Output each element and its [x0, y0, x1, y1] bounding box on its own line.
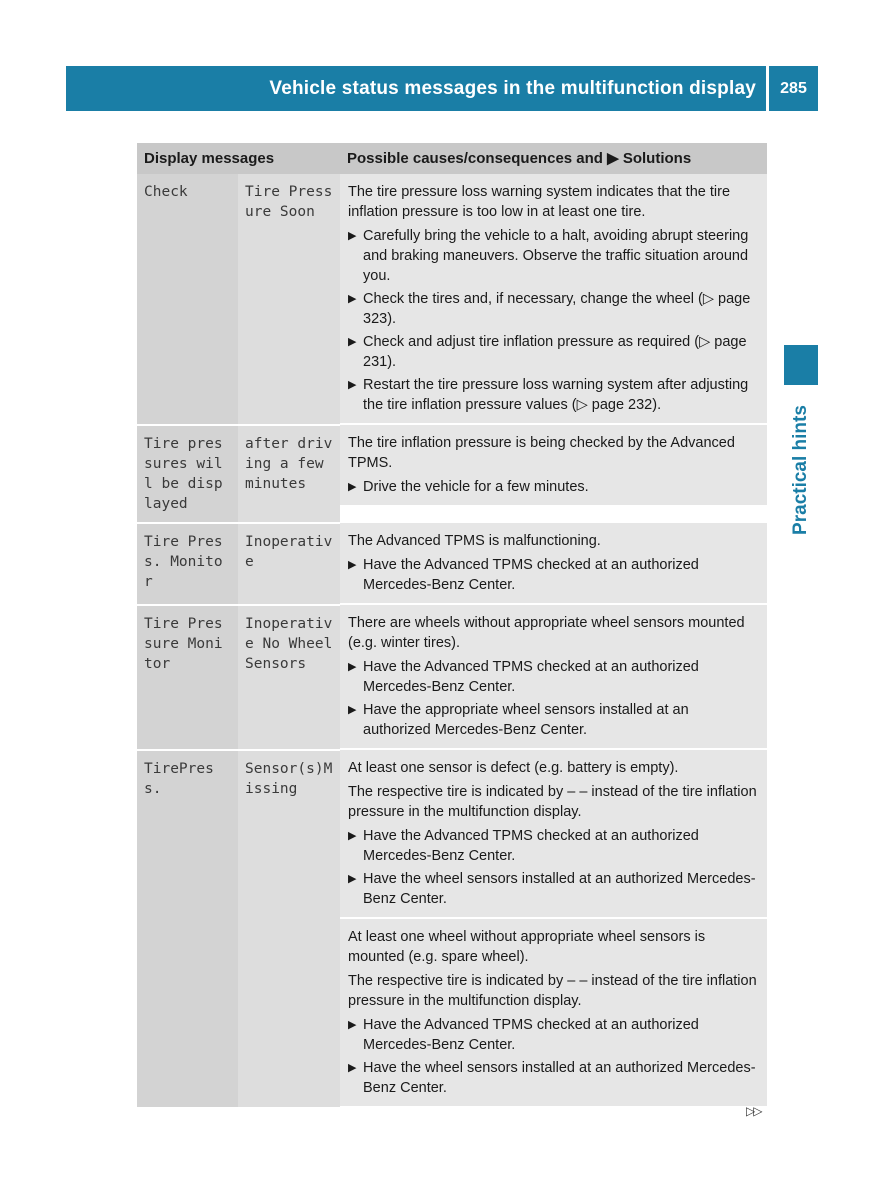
page-title: Vehicle status messages in the multifunction display: [269, 77, 756, 99]
causes-solutions-cell: [340, 750, 767, 1108]
cause-text: At least one sensor is defect (e.g. battery is empty).: [348, 760, 679, 776]
cause-text: The tire pressure loss warning system indicates that the tire inflation pressure is too low in at least one tire.: [348, 184, 731, 220]
solution-item: [348, 477, 760, 497]
triangle-right-icon: ▶: [348, 1062, 357, 1074]
solution-item: [348, 332, 760, 372]
triangle-right-icon: ▶: [348, 336, 357, 348]
triangle-right-icon: ▶: [348, 230, 357, 242]
solution-item: [348, 226, 760, 286]
table-row: [137, 750, 767, 1108]
causes-solutions-cell: [340, 605, 767, 750]
cause-text: At least one wheel without appropriate wheel sensors is mounted (e.g. spare wheel).: [348, 929, 706, 965]
triangle-right-icon: ▶: [348, 830, 357, 842]
consequence-text: The respective tire is indicated by – – instead of the tire inflation pressure in the multifunction display.: [348, 784, 757, 820]
table-header-row: [137, 143, 767, 174]
cause-segment: [340, 425, 767, 507]
solution-text: Check and adjust tire inflation pressure as required (▷ page 231).: [363, 334, 747, 370]
triangle-right-icon: ▶: [348, 379, 357, 391]
cause-segment: [340, 917, 767, 1108]
causes-solutions-cell: [340, 523, 767, 605]
solution-item: [348, 826, 760, 866]
cause-text: The tire inflation pressure is being checked by the Advanced TPMS.: [348, 435, 735, 471]
solution-item: [348, 700, 760, 740]
page-header: [66, 66, 766, 111]
triangle-right-icon: ▶: [348, 1019, 357, 1031]
continue-icon: ▷▷: [746, 1104, 761, 1118]
solution-text: Restart the tire pressure loss warning system after adjusting the tire inflation pressure values (▷ page 232).: [363, 377, 749, 413]
display-message-part1: Check: [137, 174, 238, 425]
page-number: 285: [769, 66, 818, 111]
cause-text: There are wheels without appropriate wheel sensors mounted (e.g. winter tires).: [348, 615, 745, 651]
causes-solutions-cell: [340, 174, 767, 425]
consequence-text: The respective tire is indicated by – – instead of the tire inflation pressure in the multifunction display.: [348, 973, 757, 1009]
cause-segment: [340, 750, 767, 917]
triangle-right-icon: ▶: [348, 481, 357, 493]
solution-text: Have the Advanced TPMS checked at an authorized Mercedes-Benz Center.: [363, 1017, 699, 1053]
solution-item: [348, 1058, 760, 1098]
cause-segment: [340, 523, 767, 605]
header-causes-solutions: Possible causes/consequences and ▶ Solutions: [340, 143, 767, 174]
table-row: [137, 605, 767, 750]
triangle-right-icon: ▶: [348, 293, 357, 305]
causes-solutions-cell: [340, 425, 767, 523]
table-row: [137, 523, 767, 605]
table-row: [137, 425, 767, 523]
display-message-part1: Tire Press. Monitor: [137, 523, 238, 605]
display-message-part2: Inoperative No Wheel Sensors: [238, 605, 340, 750]
solution-text: Have the Advanced TPMS checked at an authorized Mercedes-Benz Center.: [363, 557, 699, 593]
section-tab-label: Practical hints: [790, 405, 811, 535]
section-tab-marker: [784, 345, 818, 385]
triangle-right-icon: ▶: [348, 704, 357, 716]
solution-item: [348, 289, 760, 329]
triangle-right-icon: ▶: [348, 661, 357, 673]
display-message-part1: TirePress.: [137, 750, 238, 1108]
display-message-part2: Inoperative: [238, 523, 340, 605]
display-message-part1: Tire Pressure Monitor: [137, 605, 238, 750]
solution-item: [348, 555, 760, 595]
cause-segment: [340, 174, 767, 425]
solution-item: [348, 869, 760, 909]
solution-item: [348, 1015, 760, 1055]
display-message-part1: Tire pressures will be displayed: [137, 425, 238, 523]
solution-text: Have the Advanced TPMS checked at an authorized Mercedes-Benz Center.: [363, 659, 699, 695]
display-message-part2: after driving a few minutes: [238, 425, 340, 523]
solution-text: Check the tires and, if necessary, change the wheel (▷ page 323).: [363, 291, 751, 327]
solution-text: Have the Advanced TPMS checked at an authorized Mercedes-Benz Center.: [363, 828, 699, 864]
solution-text: Carefully bring the vehicle to a halt, avoiding abrupt steering and braking maneuvers. Observe the traffic situation around you.: [363, 228, 749, 284]
solution-item: [348, 657, 760, 697]
solution-item: [348, 375, 760, 415]
display-message-part2: Sensor(s)Missing: [238, 750, 340, 1108]
table-row: [137, 174, 767, 425]
solution-text: Have the wheel sensors installed at an authorized Mercedes-Benz Center.: [363, 871, 756, 907]
cause-text: The Advanced TPMS is malfunctioning.: [348, 533, 601, 549]
triangle-right-icon: ▶: [348, 559, 357, 571]
display-message-part2: Tire Pressure Soon: [238, 174, 340, 425]
solution-text: Drive the vehicle for a few minutes.: [363, 479, 589, 495]
solution-text: Have the appropriate wheel sensors installed at an authorized Mercedes-Benz Center.: [363, 702, 689, 738]
cause-segment: [340, 605, 767, 750]
status-messages-table: [137, 143, 767, 1109]
triangle-right-icon: ▶: [348, 873, 357, 885]
solution-text: Have the wheel sensors installed at an authorized Mercedes-Benz Center.: [363, 1060, 756, 1096]
header-display-messages: Display messages: [137, 143, 340, 174]
